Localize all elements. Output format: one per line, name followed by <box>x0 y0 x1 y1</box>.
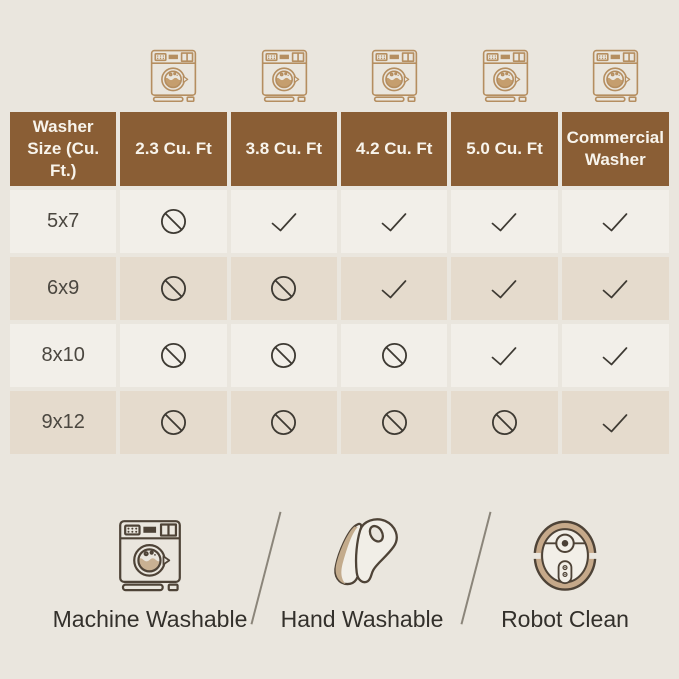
washing-machine-icon <box>261 49 308 102</box>
legend-robot-clean <box>475 506 655 633</box>
cell-not-allowed <box>120 324 226 387</box>
cell-not-allowed <box>231 324 337 387</box>
header-column: 5.0 Cu. Ft <box>451 112 557 186</box>
row-label: 6x9 <box>10 257 116 320</box>
check-icon <box>489 277 519 301</box>
top-washer-icon-cell <box>452 44 559 102</box>
cell-check <box>451 257 557 320</box>
header-column: Commercial Washer <box>562 112 669 186</box>
cell-check <box>341 190 447 253</box>
legend-label-robot-clean: Robot Clean <box>501 606 629 632</box>
washer-icons-row <box>10 44 669 102</box>
top-washer-icon-cell <box>231 44 338 102</box>
legend-label-machine-washable: Machine Washable <box>52 606 248 632</box>
not-allowed-icon <box>490 408 519 437</box>
check-icon <box>379 210 409 234</box>
not-allowed-icon <box>159 408 188 437</box>
not-allowed-icon <box>269 274 298 303</box>
hand-wash-icon <box>316 506 408 592</box>
check-icon <box>600 277 630 301</box>
not-allowed-icon <box>380 408 409 437</box>
not-allowed-icon <box>159 274 188 303</box>
washer-comparison-table <box>10 112 669 454</box>
check-icon <box>379 277 409 301</box>
legend-machine-washable <box>40 506 260 633</box>
legend-label-hand-washable: Hand Washable <box>280 606 444 632</box>
cell-not-allowed <box>231 391 337 454</box>
cell-check <box>562 190 669 253</box>
cell-not-allowed <box>120 190 226 253</box>
robot-vacuum-icon <box>532 506 598 592</box>
row-label: 5x7 <box>10 190 116 253</box>
washing-machine-icon <box>592 49 639 102</box>
cell-check <box>451 324 557 387</box>
cell-not-allowed <box>231 257 337 320</box>
check-icon <box>600 411 630 435</box>
top-washer-icon-cell <box>121 44 228 102</box>
not-allowed-icon <box>269 341 298 370</box>
top-washer-icon-cell <box>563 44 670 102</box>
not-allowed-icon <box>269 408 298 437</box>
header-column: 3.8 Cu. Ft <box>231 112 337 186</box>
legend-hand-washable <box>272 506 452 633</box>
cell-not-allowed <box>451 391 557 454</box>
washing-machine-icon <box>150 49 197 102</box>
cell-check <box>562 257 669 320</box>
cell-check <box>231 190 337 253</box>
cell-check <box>341 257 447 320</box>
check-icon <box>489 344 519 368</box>
cell-check <box>562 391 669 454</box>
cell-check <box>451 190 557 253</box>
header-column: 4.2 Cu. Ft <box>341 112 447 186</box>
washing-machine-icon <box>118 506 182 592</box>
row-label: 8x10 <box>10 324 116 387</box>
cell-check <box>562 324 669 387</box>
top-washer-icon-cell <box>342 44 449 102</box>
check-icon <box>600 344 630 368</box>
washing-machine-icon <box>118 519 182 592</box>
washing-machine-icon <box>371 49 418 102</box>
not-allowed-icon <box>159 341 188 370</box>
check-icon <box>600 210 630 234</box>
cell-not-allowed <box>341 324 447 387</box>
cell-not-allowed <box>120 391 226 454</box>
cell-not-allowed <box>120 257 226 320</box>
check-icon <box>489 210 519 234</box>
header-column: 2.3 Cu. Ft <box>120 112 226 186</box>
not-allowed-icon <box>159 207 188 236</box>
not-allowed-icon <box>380 341 409 370</box>
top-icon-spacer <box>10 44 117 102</box>
washing-machine-icon <box>482 49 529 102</box>
check-icon <box>269 210 299 234</box>
row-label: 9x12 <box>10 391 116 454</box>
cell-not-allowed <box>341 391 447 454</box>
header-washer-size: Washer Size (Cu. Ft.) <box>10 112 116 186</box>
